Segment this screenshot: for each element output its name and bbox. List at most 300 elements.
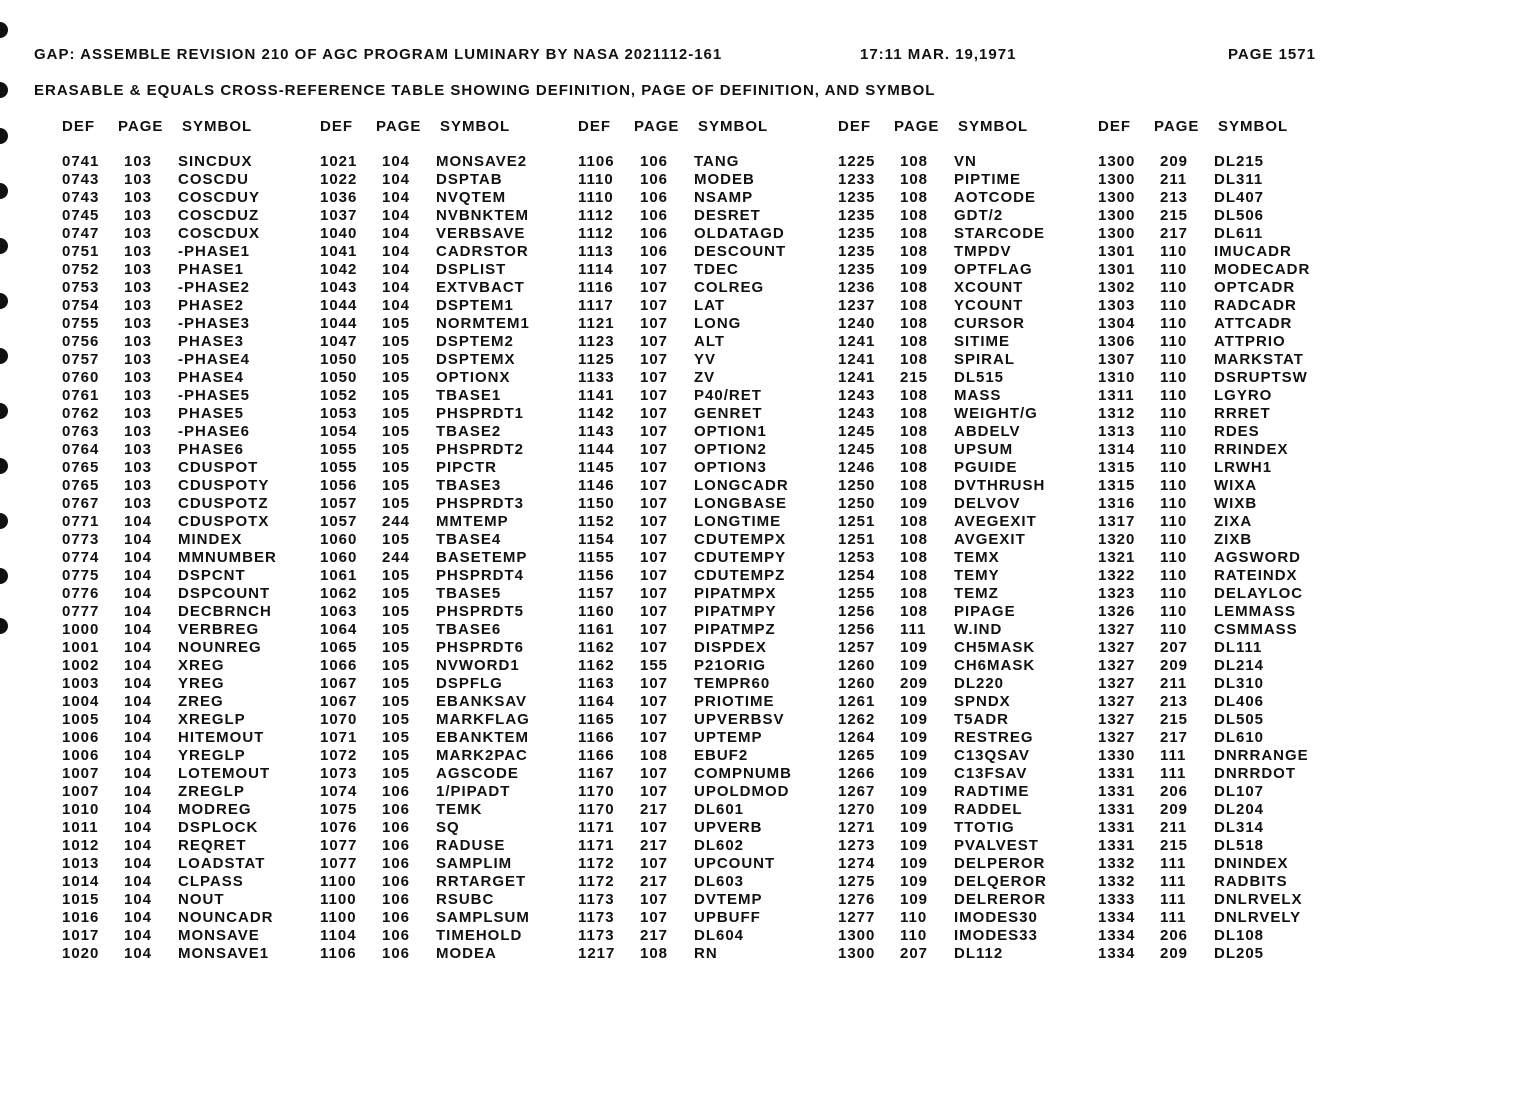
page-cell: 103 <box>124 207 153 224</box>
symbol-cell: AVEGEXIT <box>954 513 1037 530</box>
page-cell: 110 <box>1160 297 1188 314</box>
def-cell: 0743 <box>62 189 100 206</box>
page-cell: 105 <box>382 765 411 782</box>
page-cell: 104 <box>124 927 153 944</box>
def-cell: 0762 <box>62 405 100 422</box>
symbol-cell: NSAMP <box>694 189 754 206</box>
page-cell: 105 <box>382 351 411 368</box>
def-cell: 1254 <box>838 567 876 584</box>
def-cell: 1301 <box>1098 243 1136 260</box>
page-cell: 104 <box>124 513 153 530</box>
symbol-cell: -PHASE1 <box>178 243 251 260</box>
page-cell: 107 <box>640 765 669 782</box>
def-cell: 1235 <box>838 189 876 206</box>
symbol-cell: DL112 <box>954 945 1004 962</box>
page-cell: 106 <box>640 171 669 188</box>
page-cell: 108 <box>640 945 669 962</box>
page-cell: 106 <box>382 801 411 818</box>
page-cell: 107 <box>640 459 669 476</box>
page-cell: 111 <box>1160 909 1187 926</box>
symbol-cell: NVQTEM <box>436 189 507 206</box>
page-cell: 105 <box>382 531 411 548</box>
def-cell: 1311 <box>1098 387 1135 404</box>
def-column-header: DEF <box>320 118 353 135</box>
def-cell: 0776 <box>62 585 100 602</box>
page-cell: 108 <box>900 297 929 314</box>
page-cell: 107 <box>640 783 669 800</box>
def-cell: 1100 <box>320 873 357 890</box>
page-cell: 105 <box>382 405 411 422</box>
page-cell: 109 <box>900 747 929 764</box>
def-cell: 1010 <box>62 801 100 818</box>
page-cell: 107 <box>640 711 669 728</box>
symbol-cell: C13FSAV <box>954 765 1028 782</box>
page-cell: 104 <box>124 675 153 692</box>
def-cell: 1241 <box>838 369 876 386</box>
def-cell: 1041 <box>320 243 358 260</box>
page-cell: 107 <box>640 315 669 332</box>
def-cell: 1106 <box>578 153 615 170</box>
def-cell: 1160 <box>578 603 615 620</box>
page-cell: 104 <box>124 855 153 872</box>
page-cell: 110 <box>1160 549 1188 566</box>
def-cell: 1300 <box>838 945 876 962</box>
symbol-cell: DL601 <box>694 801 745 818</box>
symbol-cell: LONGTIME <box>694 513 782 530</box>
symbol-cell: LEMMASS <box>1214 603 1296 620</box>
page-cell: 103 <box>124 405 153 422</box>
page-cell: 105 <box>382 423 411 440</box>
def-cell: 1240 <box>838 315 876 332</box>
def-cell: 1302 <box>1098 279 1136 296</box>
def-cell: 1037 <box>320 207 358 224</box>
def-cell: 0764 <box>62 441 100 458</box>
def-cell: 1170 <box>578 801 615 818</box>
symbol-cell: TBASE1 <box>436 387 502 404</box>
symbol-cell: OPTION2 <box>694 441 767 458</box>
page-cell: 103 <box>124 171 153 188</box>
def-cell: 1315 <box>1098 459 1136 476</box>
def-cell: 1060 <box>320 531 358 548</box>
def-cell: 1163 <box>578 675 615 692</box>
page-cell: 110 <box>1160 369 1188 386</box>
symbol-cell: -PHASE2 <box>178 279 251 296</box>
symbol-cell: DNLRVELY <box>1214 909 1302 926</box>
symbol-cell: UPVERB <box>694 819 763 836</box>
def-cell: 1326 <box>1098 603 1136 620</box>
page-cell: 206 <box>1160 783 1189 800</box>
def-cell: 1323 <box>1098 585 1136 602</box>
page-cell: 108 <box>640 747 669 764</box>
symbol-cell: DSPCOUNT <box>178 585 271 602</box>
symbol-cell: OLDATAGD <box>694 225 785 242</box>
symbol-cell: VERBSAVE <box>436 225 526 242</box>
page-column-header: PAGE <box>118 118 164 135</box>
page-cell: 103 <box>124 459 153 476</box>
def-cell: 1332 <box>1098 873 1136 890</box>
def-cell: 1055 <box>320 441 358 458</box>
def-cell: 1075 <box>320 801 358 818</box>
page-cell: 105 <box>382 585 411 602</box>
symbol-cell: MMNUMBER <box>178 549 277 566</box>
def-cell: 1070 <box>320 711 358 728</box>
page-cell: 104 <box>124 873 153 890</box>
def-cell: 1261 <box>838 693 876 710</box>
def-cell: 1144 <box>578 441 615 458</box>
symbol-cell: PHASE5 <box>178 405 245 422</box>
def-cell: 0751 <box>62 243 100 260</box>
def-cell: 1050 <box>320 369 358 386</box>
def-cell: 1054 <box>320 423 358 440</box>
page-cell: 107 <box>640 297 669 314</box>
page-cell: 104 <box>124 765 153 782</box>
page-cell: 108 <box>900 549 929 566</box>
symbol-cell: LONGBASE <box>694 495 788 512</box>
symbol-cell: RSUBC <box>436 891 495 908</box>
symbol-cell: MARK2PAC <box>436 747 528 764</box>
def-cell: 1141 <box>578 387 615 404</box>
symbol-cell: XREGLP <box>178 711 246 728</box>
symbol-cell: TBASE2 <box>436 423 502 440</box>
page-cell: 105 <box>382 315 411 332</box>
symbol-cell: DL310 <box>1214 675 1265 692</box>
def-column-header: DEF <box>578 118 611 135</box>
page-cell: 108 <box>900 441 929 458</box>
symbol-column-header: SYMBOL <box>1218 118 1289 135</box>
def-cell: 1003 <box>62 675 100 692</box>
symbol-cell: COLREG <box>694 279 765 296</box>
punch-hole-icon <box>0 513 8 529</box>
symbol-cell: PHASE4 <box>178 369 245 386</box>
symbol-cell: DSPLIST <box>436 261 507 278</box>
def-cell: 1245 <box>838 423 876 440</box>
symbol-cell: YREGLP <box>178 747 246 764</box>
page-cell: 107 <box>640 261 669 278</box>
symbol-cell: RADDEL <box>954 801 1023 818</box>
symbol-cell: PIPATMPX <box>694 585 777 602</box>
page-cell: 111 <box>1160 873 1187 890</box>
page-cell: 110 <box>1160 261 1188 278</box>
symbol-cell: NORMTEM1 <box>436 315 530 332</box>
page-cell: 111 <box>900 621 927 638</box>
listing-title: GAP: ASSEMBLE REVISION 210 OF AGC PROGRAM LUMINARY BY NASA 2021112-161 <box>34 46 723 63</box>
symbol-cell: RESTREG <box>954 729 1034 746</box>
def-cell: 1073 <box>320 765 358 782</box>
symbol-cell: ATTPRIO <box>1214 333 1286 350</box>
page-cell: 108 <box>900 207 929 224</box>
symbol-cell: DL107 <box>1214 783 1265 800</box>
symbol-cell: NOUNREG <box>178 639 262 656</box>
def-cell: 1021 <box>320 153 358 170</box>
symbol-cell: TEMK <box>436 801 483 818</box>
symbol-cell: UPCOUNT <box>694 855 776 872</box>
def-cell: 1042 <box>320 261 358 278</box>
symbol-cell: DNRRDOT <box>1214 765 1296 782</box>
symbol-cell: STARCODE <box>954 225 1046 242</box>
page-cell: 209 <box>1160 153 1189 170</box>
def-cell: 1165 <box>578 711 615 728</box>
def-cell: 1266 <box>838 765 876 782</box>
page-cell: 107 <box>640 351 669 368</box>
page-cell: 107 <box>640 369 669 386</box>
symbol-column-header: SYMBOL <box>698 118 769 135</box>
def-cell: 1277 <box>838 909 876 926</box>
symbol-cell: UPBUFF <box>694 909 761 926</box>
page-cell: 110 <box>1160 315 1188 332</box>
page-cell: 106 <box>382 945 411 962</box>
page-cell: 104 <box>124 711 153 728</box>
def-cell: 1157 <box>578 585 615 602</box>
page-cell: 103 <box>124 297 153 314</box>
def-cell: 1143 <box>578 423 615 440</box>
page-cell: 104 <box>124 747 153 764</box>
page-cell: 107 <box>640 405 669 422</box>
symbol-cell: DSPFLG <box>436 675 503 692</box>
def-cell: 1061 <box>320 567 358 584</box>
symbol-cell: RADCADR <box>1214 297 1297 314</box>
def-cell: 1155 <box>578 549 615 566</box>
def-cell: 1301 <box>1098 261 1136 278</box>
symbol-cell: PHSPRDT2 <box>436 441 525 458</box>
def-cell: 1313 <box>1098 423 1136 440</box>
def-cell: 1170 <box>578 783 615 800</box>
def-cell: 1243 <box>838 387 876 404</box>
page-cell: 110 <box>1160 243 1188 260</box>
symbol-cell: DL610 <box>1214 729 1265 746</box>
def-cell: 1271 <box>838 819 876 836</box>
symbol-cell: TBASE3 <box>436 477 502 494</box>
def-cell: 1264 <box>838 729 876 746</box>
symbol-cell: DL604 <box>694 927 745 944</box>
page-cell: 109 <box>900 873 929 890</box>
symbol-cell: ZV <box>694 369 716 386</box>
def-cell: 0760 <box>62 369 100 386</box>
def-cell: 1052 <box>320 387 358 404</box>
symbol-cell: CH6MASK <box>954 657 1036 674</box>
def-column-header: DEF <box>62 118 95 135</box>
page-cell: 108 <box>900 189 929 206</box>
page-cell: 108 <box>900 279 929 296</box>
def-cell: 1236 <box>838 279 876 296</box>
symbol-cell: RN <box>694 945 718 962</box>
symbol-cell: TTOTIG <box>954 819 1015 836</box>
page-cell: 107 <box>640 477 669 494</box>
page-cell: 110 <box>1160 405 1188 422</box>
page-cell: 110 <box>1160 333 1188 350</box>
punch-hole-icon <box>0 568 8 584</box>
def-cell: 1113 <box>578 243 614 260</box>
page-cell: 108 <box>900 603 929 620</box>
def-cell: 1317 <box>1098 513 1136 530</box>
page-cell: 110 <box>1160 531 1188 548</box>
def-cell: 1166 <box>578 747 615 764</box>
def-cell: 1262 <box>838 711 876 728</box>
symbol-cell: DL108 <box>1214 927 1265 944</box>
page-cell: 215 <box>1160 837 1189 854</box>
page-cell: 109 <box>900 819 929 836</box>
symbol-cell: DSPTEM1 <box>436 297 514 314</box>
def-cell: 1121 <box>578 315 615 332</box>
page-cell: 107 <box>640 909 669 926</box>
page-cell: 103 <box>124 333 153 350</box>
def-cell: 1300 <box>1098 189 1136 206</box>
def-cell: 1243 <box>838 405 876 422</box>
symbol-cell: COSCDUZ <box>178 207 260 224</box>
def-cell: 1007 <box>62 765 100 782</box>
def-cell: 1005 <box>62 711 100 728</box>
page-cell: 107 <box>640 531 669 548</box>
def-cell: 1154 <box>578 531 615 548</box>
symbol-cell: PIPATMPZ <box>694 621 776 638</box>
page-cell: 104 <box>124 819 153 836</box>
def-cell: 1162 <box>578 657 615 674</box>
symbol-cell: DL603 <box>694 873 745 890</box>
def-cell: 1067 <box>320 693 358 710</box>
def-cell: 1251 <box>838 513 876 530</box>
symbol-cell: CDUSPOTY <box>178 477 270 494</box>
def-cell: 1256 <box>838 603 876 620</box>
symbol-cell: -PHASE6 <box>178 423 251 440</box>
def-cell: 1014 <box>62 873 100 890</box>
page-cell: 103 <box>124 495 153 512</box>
symbol-cell: XCOUNT <box>954 279 1024 296</box>
page-cell: 104 <box>124 837 153 854</box>
def-cell: 1331 <box>1098 837 1136 854</box>
page-cell: 217 <box>1160 729 1189 746</box>
symbol-cell: UPTEMP <box>694 729 763 746</box>
page-cell: 111 <box>1160 891 1187 908</box>
symbol-cell: LGYRO <box>1214 387 1273 404</box>
def-cell: 1300 <box>1098 171 1136 188</box>
symbol-cell: DNINDEX <box>1214 855 1289 872</box>
symbol-column-header: SYMBOL <box>182 118 253 135</box>
def-cell: 1077 <box>320 837 358 854</box>
page-cell: 104 <box>124 909 153 926</box>
symbol-cell: COMPNUMB <box>694 765 792 782</box>
def-cell: 0765 <box>62 477 100 494</box>
symbol-cell: SQ <box>436 819 460 836</box>
symbol-cell: PIPATMPY <box>694 603 777 620</box>
symbol-cell: OPTCADR <box>1214 279 1296 296</box>
def-cell: 1000 <box>62 621 100 638</box>
page-cell: 106 <box>640 243 669 260</box>
def-cell: 1334 <box>1098 909 1136 926</box>
def-cell: 1241 <box>838 333 876 350</box>
page-cell: 110 <box>900 909 928 926</box>
def-cell: 1241 <box>838 351 876 368</box>
page-cell: 108 <box>900 171 929 188</box>
def-cell: 1112 <box>578 207 614 224</box>
def-cell: 1145 <box>578 459 615 476</box>
symbol-cell: UPOLDMOD <box>694 783 790 800</box>
symbol-cell: MARKFLAG <box>436 711 530 728</box>
def-cell: 0753 <box>62 279 100 296</box>
page-cell: 103 <box>124 387 153 404</box>
page-cell: 103 <box>124 153 153 170</box>
def-cell: 1013 <box>62 855 100 872</box>
punch-hole-icon <box>0 22 8 38</box>
def-cell: 0773 <box>62 531 100 548</box>
symbol-cell: LONGCADR <box>694 477 789 494</box>
symbol-cell: DL111 <box>1214 639 1263 656</box>
symbol-cell: OPTIONX <box>436 369 511 386</box>
punch-hole-icon <box>0 348 8 364</box>
page-cell: 107 <box>640 729 669 746</box>
symbol-cell: DL602 <box>694 837 745 854</box>
page-cell: 108 <box>900 243 929 260</box>
def-cell: 1044 <box>320 297 358 314</box>
punch-hole-icon <box>0 293 8 309</box>
def-cell: 1265 <box>838 747 876 764</box>
def-cell: 1327 <box>1098 639 1136 656</box>
symbol-cell: LONG <box>694 315 742 332</box>
def-cell: 1036 <box>320 189 358 206</box>
punch-hole-icon <box>0 82 8 98</box>
page-column-header: PAGE <box>894 118 940 135</box>
page-cell: 103 <box>124 189 153 206</box>
def-cell: 1275 <box>838 873 876 890</box>
page-cell: 215 <box>1160 207 1189 224</box>
punch-hole-icon <box>0 238 8 254</box>
page-cell: 108 <box>900 333 929 350</box>
def-cell: 1320 <box>1098 531 1136 548</box>
page-cell: 209 <box>1160 801 1189 818</box>
punch-hole-icon <box>0 458 8 474</box>
symbol-cell: RRINDEX <box>1214 441 1289 458</box>
symbol-cell: DSRUPTSW <box>1214 369 1308 386</box>
def-cell: 0756 <box>62 333 100 350</box>
symbol-cell: DELPEROR <box>954 855 1046 872</box>
page-cell: 110 <box>1160 495 1188 512</box>
symbol-cell: ALT <box>694 333 726 350</box>
def-cell: 1066 <box>320 657 358 674</box>
page-cell: 107 <box>640 855 669 872</box>
symbol-cell: -PHASE3 <box>178 315 251 332</box>
page-cell: 108 <box>900 423 929 440</box>
symbol-cell: VERBREG <box>178 621 260 638</box>
def-cell: 1276 <box>838 891 876 908</box>
def-cell: 1331 <box>1098 765 1136 782</box>
symbol-cell: ATTCADR <box>1214 315 1293 332</box>
symbol-cell: WIXB <box>1214 495 1258 512</box>
symbol-cell: DNRRANGE <box>1214 747 1309 764</box>
symbol-cell: SPIRAL <box>954 351 1016 368</box>
page-cell: 108 <box>900 315 929 332</box>
def-cell: 1112 <box>578 225 614 242</box>
page-cell: 106 <box>382 783 411 800</box>
symbol-cell: DSPTEM2 <box>436 333 514 350</box>
symbol-column-header: SYMBOL <box>440 118 511 135</box>
def-cell: 1142 <box>578 405 615 422</box>
def-cell: 1104 <box>320 927 357 944</box>
page-cell: 110 <box>1160 513 1188 530</box>
def-cell: 1235 <box>838 207 876 224</box>
def-cell: 1307 <box>1098 351 1136 368</box>
symbol-cell: EBANKTEM <box>436 729 529 746</box>
symbol-cell: COSCDUX <box>178 225 261 242</box>
symbol-cell: DL518 <box>1214 837 1265 854</box>
page-cell: 107 <box>640 387 669 404</box>
page-cell: 108 <box>900 567 929 584</box>
page-cell: 107 <box>640 279 669 296</box>
def-cell: 1006 <box>62 729 100 746</box>
page-cell: 244 <box>382 513 411 530</box>
def-cell: 1065 <box>320 639 358 656</box>
page-cell: 108 <box>900 351 929 368</box>
def-cell: 1017 <box>62 927 100 944</box>
page-cell: 105 <box>382 387 411 404</box>
symbol-cell: RRRET <box>1214 405 1271 422</box>
